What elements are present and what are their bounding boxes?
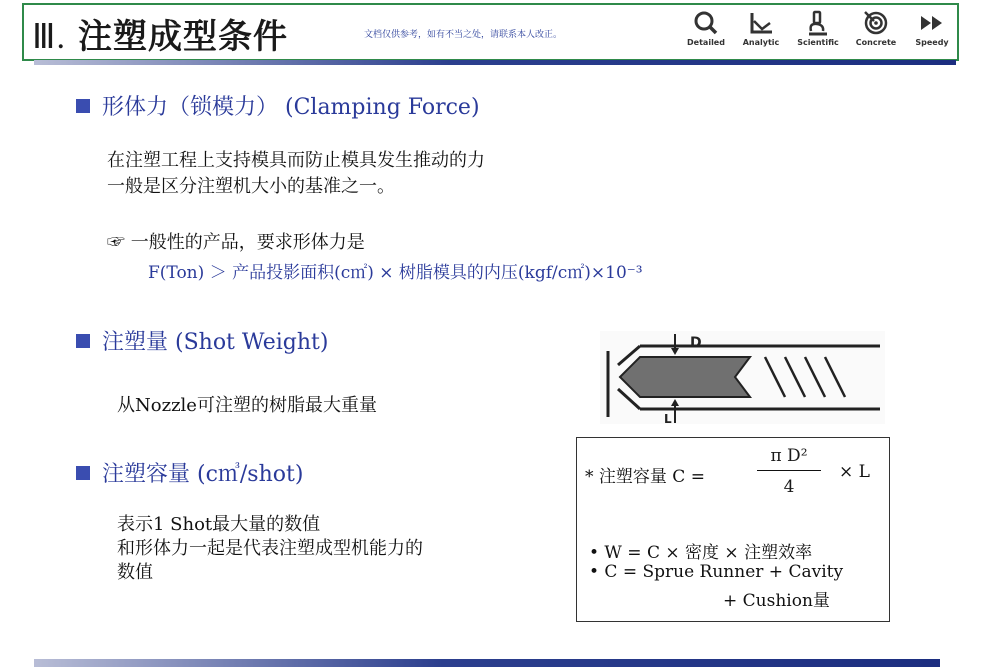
- fraction-numerator: π D²: [757, 446, 821, 471]
- shot-weight-description: 从Nozzle可注塑的树脂最大重量: [117, 395, 377, 416]
- footer-rule: [34, 659, 940, 667]
- shot-volume-description: [117, 513, 423, 585]
- target-icon: [861, 9, 891, 37]
- clamping-description: [107, 148, 485, 200]
- volume-fraction: [757, 446, 821, 497]
- microscope-icon: [803, 9, 833, 37]
- nav-label: Concrete: [855, 38, 897, 47]
- fast-forward-icon: [917, 9, 947, 37]
- text-line: 表示1 Shot最大量的数值: [117, 514, 321, 535]
- pointing-hand-icon: ☞: [107, 232, 125, 253]
- tip-text: 一般性的产品，要求形体力是: [130, 232, 365, 253]
- text-line: 在注塑工程上支持模具而防止模具发生推动的力: [107, 150, 485, 171]
- nav-label: Speedy: [915, 38, 949, 47]
- fraction-denominator: 4: [783, 477, 795, 497]
- diagram-d-label: D: [690, 335, 702, 351]
- nozzle-diagram: [600, 331, 885, 424]
- title-text: 注塑成型条件: [77, 17, 288, 57]
- shot-volume-heading: [76, 457, 303, 488]
- formula-box: [576, 437, 890, 622]
- volume-formula-tail: × L: [839, 462, 870, 482]
- header-rule: [34, 60, 956, 65]
- heading-text: 形体力（锁模力） (Clamping Force): [102, 95, 480, 120]
- text-line: 一般是区分注塑机大小的基准之一。: [107, 176, 395, 197]
- nav-label: Analytic: [742, 38, 780, 47]
- bullet-square-icon: [76, 466, 90, 480]
- nav-speedy[interactable]: [904, 9, 960, 47]
- clamping-tip: [107, 230, 365, 256]
- chart-icon: [746, 9, 776, 37]
- nav-detailed[interactable]: [678, 9, 734, 47]
- nav-label: Scientific: [797, 38, 839, 47]
- heading-text: 注塑容量 (c㎥/shot): [102, 462, 304, 487]
- bullet-square-icon: [76, 99, 90, 113]
- clamping-force-heading: [76, 90, 480, 121]
- capacity-formula: • C = Sprue Runner + Cavity: [589, 562, 844, 582]
- text-line: 和形体力一起是代表注塑成型机能力的: [117, 538, 423, 559]
- nav-icons: [678, 9, 958, 59]
- text-line: 数值: [117, 562, 153, 583]
- diagram-l-label: L: [664, 412, 672, 424]
- capacity-formula-cont: + Cushion量: [723, 591, 830, 611]
- bullet-square-icon: [76, 334, 90, 348]
- magnifier-icon: [691, 9, 721, 37]
- heading-text: 注塑量 (Shot Weight): [102, 330, 329, 355]
- section-number: Ⅲ.: [32, 19, 66, 56]
- clamping-formula: F(Ton) ＞ 产品投影面积(c㎡) × 树脂模具的内压(kgf/c㎡)×10⁻³: [148, 263, 643, 283]
- disclaimer-note: 文档仅供参考，如有不当之处，请联系本人改正。: [364, 30, 563, 40]
- page-title: [32, 9, 288, 58]
- shot-weight-heading: [76, 325, 328, 356]
- weight-formula: • W = C × 密度 × 注塑效率: [589, 543, 813, 563]
- title-bar: [22, 3, 959, 61]
- nav-label: Detailed: [687, 38, 725, 47]
- volume-formula-lead: * 注塑容量 C =: [585, 467, 705, 487]
- nav-analytic[interactable]: [733, 9, 789, 47]
- nav-concrete[interactable]: [848, 9, 904, 47]
- nav-scientific[interactable]: [790, 9, 846, 47]
